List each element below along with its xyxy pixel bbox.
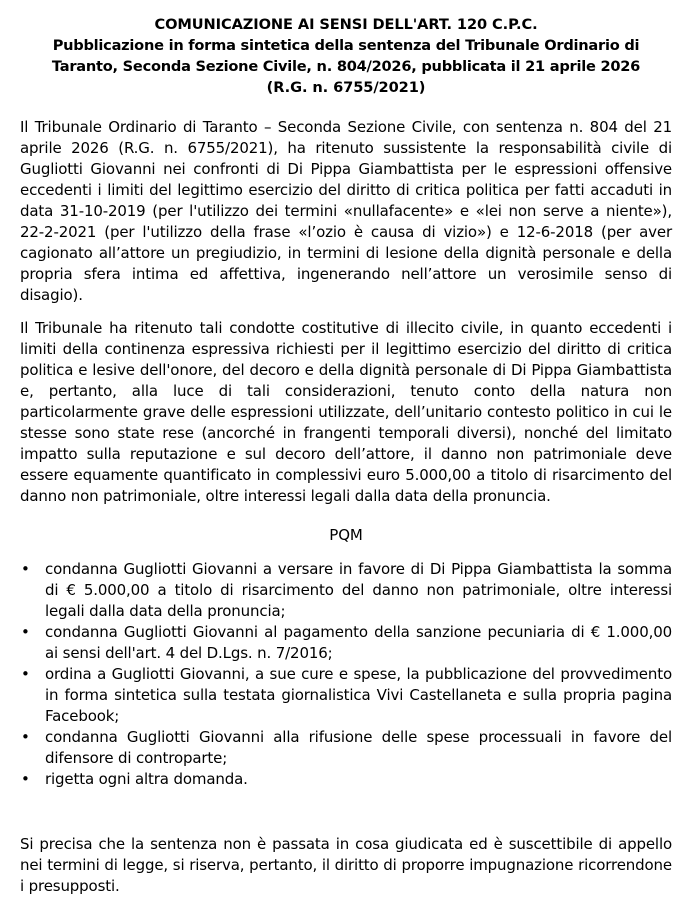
title-line-2: Pubblicazione in forma sintetica della sentenza del Tribunale Ordinario di (52, 37, 640, 54)
title-line-1: COMUNICAZIONE AI SENSI DELL'ART. 120 C.P.C. (154, 16, 538, 33)
paragraph-ruling-summary: Il Tribunale Ordinario di Taranto – Seconda Sezione Civile, con sentenza n. 804 del 21 aprile 2026 (R.G. n. 6755/2021), ha ritenuto sussistente la responsabilità civile di Gugliotti Giovanni nei confronti di Di Pippa Giambattista per le espressioni offensive eccedenti i limiti del legittimo esercizio del diritto di critica politica per fatti accaduti in data 31-10-2019 (per l'utilizzo dei termini «nullafacente» e «lei non serve a niente»), 22-2-2021 (per l'utilizzo della frase «l’ozio è causa di vizio») e 12-6-2018 (per aver cagionato all’attore un pregiudizio, in termini di lesione della dignità personale e della propria sfera intima ed affettiva, ingenerando nell’attore un verosimile senso di disagio). (20, 118, 672, 304)
list-item (20, 664, 672, 727)
document-title (20, 14, 672, 98)
list-item-label: condanna Gugliotti Giovanni alla rifusione delle spese processuali in favore del difensore di controparte; (45, 728, 672, 767)
list-item-label: condanna Gugliotti Giovanni al pagamento della sanzione pecuniaria di € 1.000,00 ai sensi dell'art. 4 del D.Lgs. n. 7/2016; (45, 623, 672, 662)
list-item-label: rigetta ogni altra domanda. (45, 770, 248, 788)
title-line-4: (R.G. n. 6755/2021) (266, 79, 426, 96)
ruling-dispositions-list (20, 559, 672, 790)
title-line-3: Taranto, Seconda Sezione Civile, n. 804/2026, pubblicata il 21 aprile 2026 (51, 58, 641, 75)
list-item-label: condanna Gugliotti Giovanni a versare in favore di Di Pippa Giambattista la somma di € 5.000,00 a titolo di risarcimento del danno non patrimoniale, oltre interessi legali dalla data della pronuncia; (45, 560, 672, 620)
bullet-icon: • (21, 623, 30, 641)
list-item (20, 769, 672, 790)
list-item (20, 622, 672, 664)
paragraph-appeal-notice: Si precisa che la sentenza non è passata in cosa giudicata ed è suscettibile di appello nei termini di legge, si riserva, pertanto, il diritto di proporre impugnazione ricorrendone i presupposti. (20, 835, 672, 895)
bullet-icon: • (21, 665, 30, 683)
list-item (20, 727, 672, 769)
paragraph-court-reasoning: Il Tribunale ha ritenuto tali condotte costitutive di illecito civile, in quanto eccedenti i limiti della continenza espressiva richiesti per il legittimo esercizio del diritto di critica politica e lesive dell'onore, del decoro e della dignità personale di Di Pippa Giambattista e, pertanto, alla luce di tali considerazioni, tenuto conto della natura non particolarmente grave delle espressioni utilizzate, dell’unitario contesto politico in cui le stesse sono state rese (ancorché in frangenti temporali diversi), nonché del limitato impatto sulla reputazione e sul decoro dell’attore, il danno non patrimoniale deve essere equamente quantificato in complessivi euro 5.000,00 a titolo di risarcimento del danno non patrimoniale, oltre interessi legali dalla data della pronuncia. (20, 319, 672, 505)
bullet-icon: • (21, 560, 30, 578)
pqm-heading: PQM (329, 526, 363, 544)
bullet-icon: • (21, 728, 30, 746)
list-item-label: ordina a Gugliotti Giovanni, a sue cure e spese, la pubblicazione del provvedimento in forma sintetica sulla testata giornalistica Vivi Castellaneta e sulla propria pagina Facebook; (45, 665, 672, 725)
bullet-icon: • (21, 770, 30, 788)
list-item (20, 559, 672, 622)
